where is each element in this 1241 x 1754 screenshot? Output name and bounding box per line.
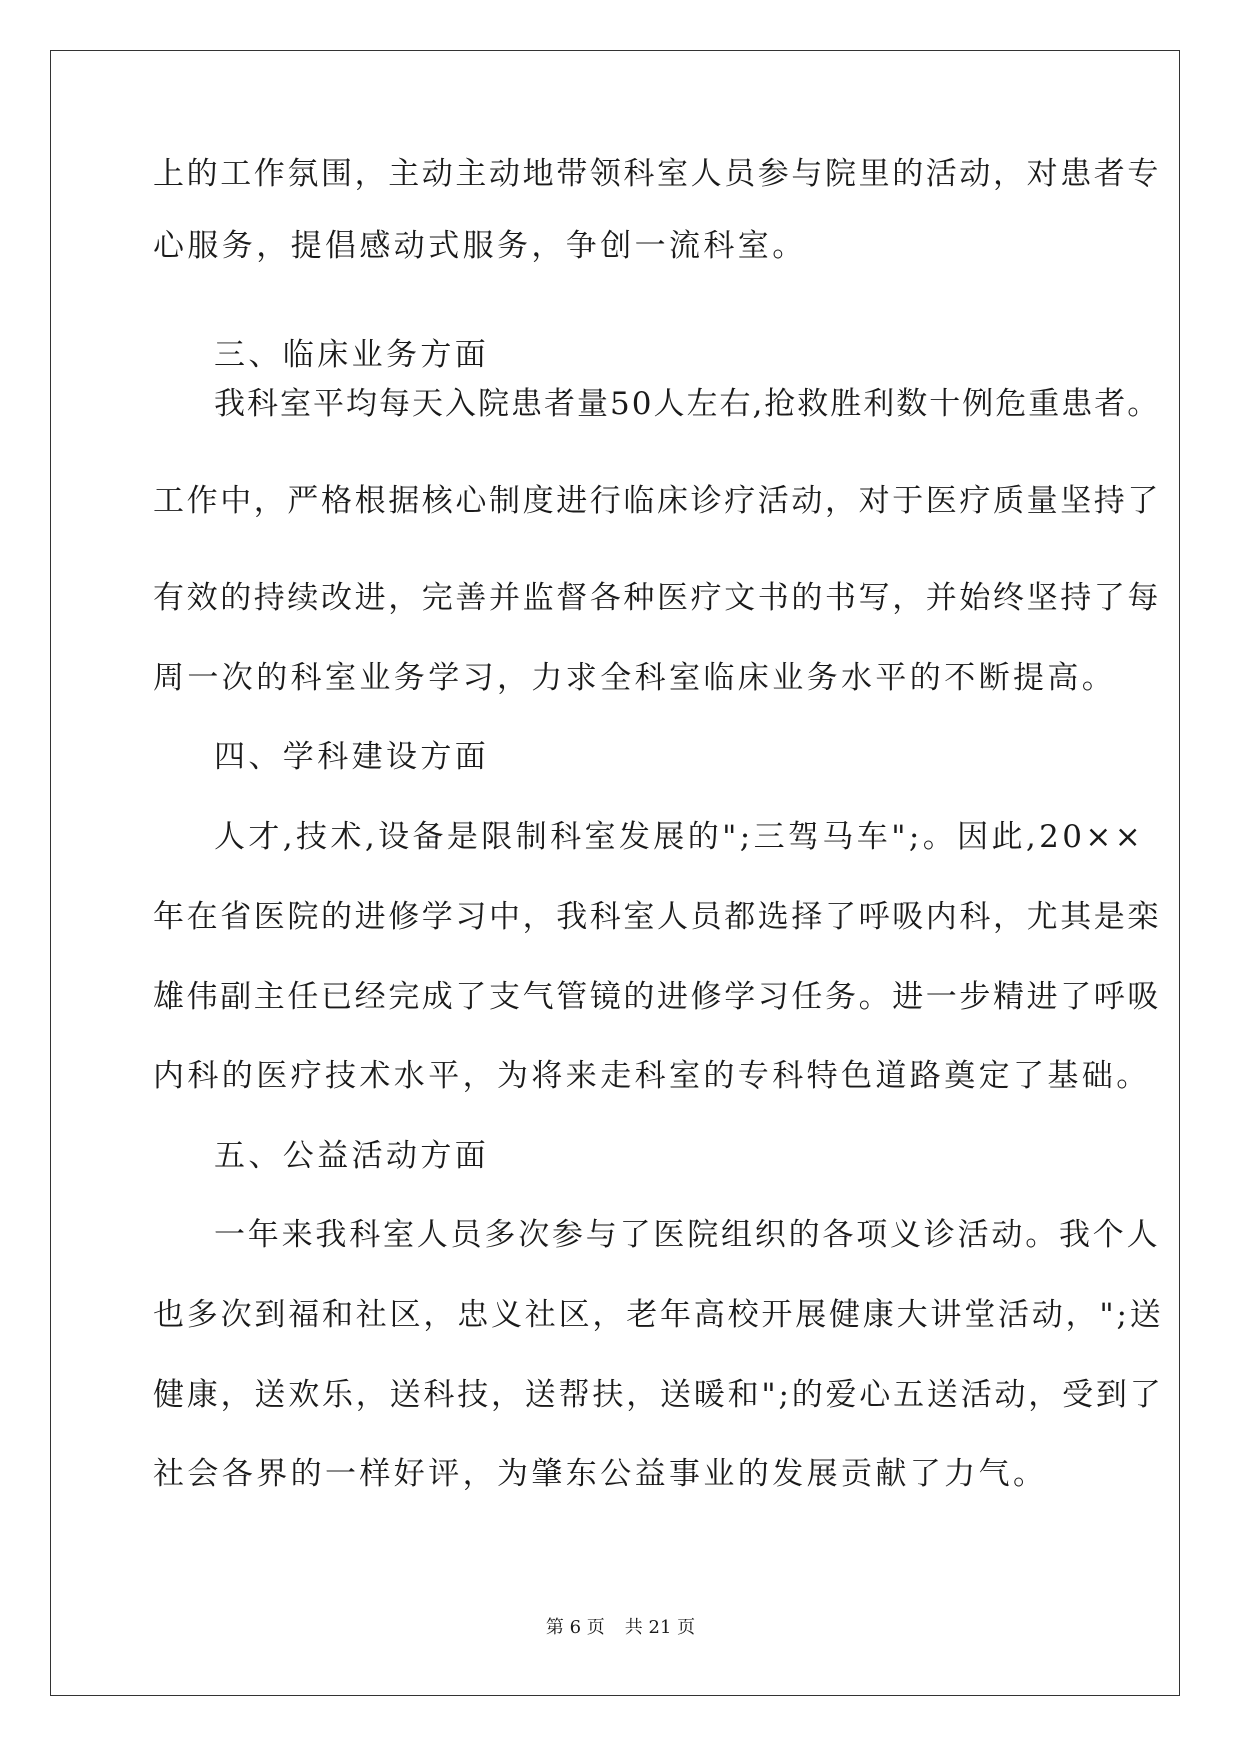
body-line: 雄伟副主任已经完成了支气管镜的进修学习任务。进一步精进了呼吸 <box>153 979 1161 1015</box>
body-line: 社会各界的一样好评，为肇东公益事业的发展贡献了力气。 <box>153 1456 1048 1492</box>
page-footer <box>0 1616 1241 1640</box>
body-line: 工作中，严格根据核心制度进行临床诊疗活动，对于医疗质量坚持了 <box>153 483 1161 519</box>
body-line: 年在省医院的进修学习中，我科室人员都选择了呼吸内科，尤其是栾 <box>153 899 1161 935</box>
body-line: 上的工作氛围，主动主动地带领科室人员参与院里的活动，对患者专 <box>153 156 1161 192</box>
section-heading: 四、学科建设方面 <box>214 739 490 775</box>
body-line: 我科室平均每天入院患者量50人左右,抢救胜利数十例危重患者。 <box>214 386 1161 422</box>
body-line: 有效的持续改进，完善并监督各种医疗文书的书写，并始终坚持了每 <box>153 580 1161 616</box>
body-line: 也多次到福和社区，忠义社区，老年高校开展健康大讲堂活动，";送 <box>153 1297 1164 1333</box>
page-border <box>50 50 1180 1696</box>
section-heading: 五、公益活动方面 <box>214 1138 490 1174</box>
body-line: 人才,技术,设备是限制科室发展的";三驾马车";。因此,20×× <box>214 819 1145 855</box>
body-line: 周一次的科室业务学习，力求全科室临床业务水平的不断提高。 <box>153 660 1117 696</box>
body-line: 内科的医疗技术水平，为将来走科室的专科特色道路奠定了基础。 <box>153 1058 1151 1094</box>
body-line: 心服务，提倡感动式服务，争创一流科室。 <box>153 228 807 264</box>
section-heading: 三、临床业务方面 <box>214 337 490 373</box>
page-total: 共 21 页 <box>624 1617 696 1638</box>
page-number: 第 6 页 <box>545 1617 605 1638</box>
body-line: 一年来我科室人员多次参与了医院组织的各项义诊活动。我个人 <box>214 1217 1161 1253</box>
body-line: 健康，送欢乐，送科技，送帮扶，送暖和";的爱心五送活动，受到了 <box>153 1377 1164 1413</box>
